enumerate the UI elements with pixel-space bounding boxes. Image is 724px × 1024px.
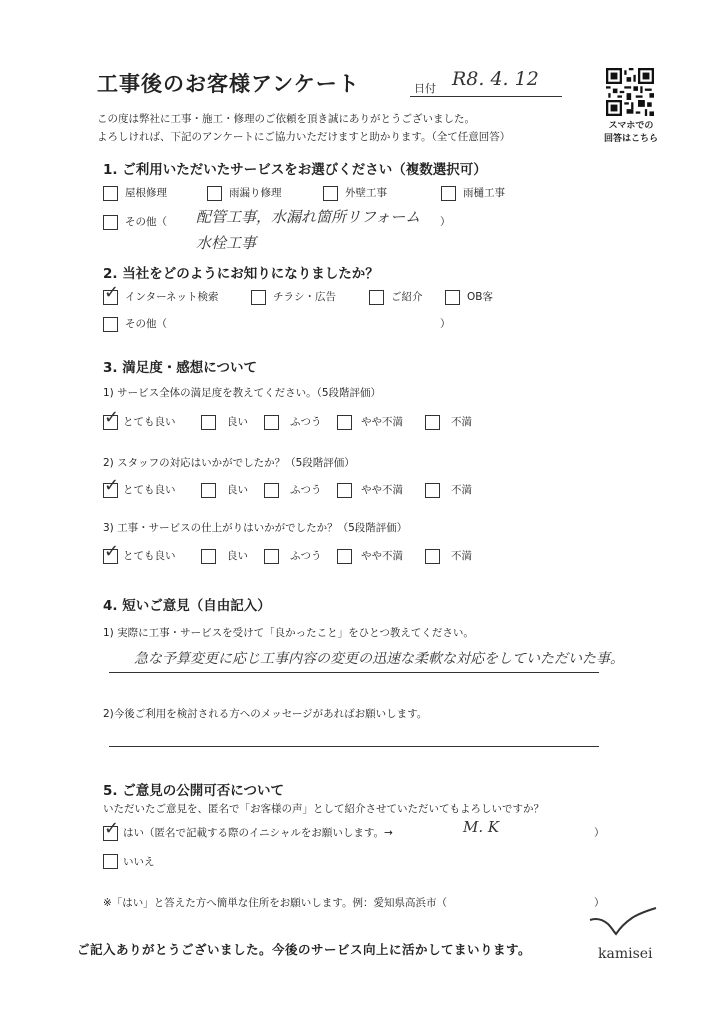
rating-label: やや不満 [361,416,403,428]
q4-sub2: 2)今後ご利用を検討される方へのメッセージがあればお願いします。 [103,708,428,720]
q1-other-answer[interactable]: 配管工事，水漏れ箇所リフォーム [196,208,421,226]
brand-logo-icon [586,906,660,942]
q1-heading: 1. ご利用いただいたサービスをお選びください（複数選択可） [103,162,487,178]
rating-label: 不満 [451,550,472,562]
q5-yes-label: はい（匿名で記載する際のイニシャルをお願いします。→ [123,827,393,839]
check-mark: ✓ [104,818,120,839]
qr-caption-line: 回答はこちら [603,134,658,144]
rating-label: とても良い [123,550,176,562]
q5-heading: 5. ご意見の公開可否について [103,783,284,799]
q3a-checkbox-somewhat-bad[interactable] [337,415,352,430]
q3b-checkbox-somewhat-bad[interactable] [337,483,352,498]
rating-label: 不満 [451,416,472,428]
intro-line: この度は弊社に工事・施工・修理のご依頼を頂き誠にありがとうございました。 [97,113,475,125]
q1-option-label: 外壁工事 [345,187,387,199]
rating-label: 不満 [451,484,472,496]
q5-address-close: ） [594,897,605,909]
qr-code-icon[interactable] [606,68,654,116]
q3c-checkbox-normal[interactable] [264,549,279,564]
q1-other-answer-2[interactable]: 水栓工事 [196,234,257,252]
rating-label: とても良い [123,416,176,428]
check-mark: ✓ [104,475,120,496]
q5-checkbox-no[interactable] [103,854,118,869]
date-value[interactable]: R8. 4. 12 [452,68,539,90]
q3-sub3: 3) 工事・サービスの仕上がりはいかがでしたか？（5段階評価） [103,522,408,534]
q2-checkbox-referral[interactable] [369,290,384,305]
q2-checkbox-other[interactable] [103,317,118,332]
rating-label: 良い [227,484,248,496]
date-label: 日付 [414,82,436,95]
q3-heading: 3. 満足度・感想について [103,360,257,376]
q3b-checkbox-normal[interactable] [264,483,279,498]
q3c-checkbox-somewhat-bad[interactable] [337,549,352,564]
qr-caption [594,120,668,146]
rating-label: やや不満 [361,550,403,562]
date-underline [410,96,562,97]
q5-no-label: いいえ [123,856,155,868]
q4-heading: 4. 短いご意見（自由記入） [103,598,271,614]
q1-other-close: ） [440,216,451,228]
q1-checkbox-wall[interactable] [323,186,338,201]
q1-option-label: 雨漏り修理 [229,187,282,199]
q2-option-label: インターネット検索 [125,291,219,303]
q4-answer-1[interactable]: 急な予算変更に応じ工事内容の変更の迅速な柔軟な対応をしていただいた事。 [134,651,624,667]
q2-option-label: ご紹介 [391,291,423,303]
q5-question: いただいたご意見を、匿名で「お客様の声」として紹介させていただいてもよろしいですか？ [103,803,544,815]
rating-label: やや不満 [361,484,403,496]
q1-checkbox-roof[interactable] [103,186,118,201]
q5-initials[interactable]: M. K [463,818,500,836]
intro-line: よろしければ、下記のアンケートにご協力いただけますと助かります。（全て任意回答） [97,131,511,143]
check-mark: ✓ [104,407,120,428]
q3a-checkbox-good[interactable] [201,415,216,430]
footer-thanks: ご記入ありがとうございました。今後のサービス向上に活かしてまいります。 [77,942,532,957]
q3b-checkbox-bad[interactable] [425,483,440,498]
q2-checkbox-flyer[interactable] [251,290,266,305]
q5-address-note: ※「はい」と答えた方へ簡単な住所をお願いします。例：愛知県高浜市（ [103,897,447,909]
rating-label: 良い [227,416,248,428]
rating-label: ふつう [290,550,322,562]
intro-text [97,110,510,146]
page-title: 工事後のお客様アンケート [97,72,360,96]
check-mark: ✓ [104,541,120,562]
q2-heading: 2. 当社をどのようにお知りになりましたか？ [103,266,379,282]
q1-checkbox-other[interactable] [103,215,118,230]
q4-answer-line-1 [109,672,599,673]
rating-label: ふつう [290,484,322,496]
rating-label: とても良い [123,484,176,496]
q3a-checkbox-bad[interactable] [425,415,440,430]
q1-option-label: 雨樋工事 [463,187,505,199]
q4-sub1: 1) 実際に工事・サービスを受けて「良かったこと」をひとつ教えてください。 [103,627,474,639]
rating-label: 良い [227,550,248,562]
q2-checkbox-ob[interactable] [445,290,460,305]
q2-option-label: OB客 [467,291,493,303]
q5-yes-close: ） [594,827,605,839]
q4-answer-line-2[interactable] [109,746,599,747]
q3b-checkbox-good[interactable] [201,483,216,498]
check-mark: ✓ [104,282,120,303]
rating-label: ふつう [290,416,322,428]
q2-option-label: チラシ・広告 [273,291,336,303]
q2-other-label: その他（ [125,318,167,330]
q3c-checkbox-good[interactable] [201,549,216,564]
q3c-checkbox-bad[interactable] [425,549,440,564]
qr-caption-line: スマホでの [608,121,654,131]
q1-checkbox-leak[interactable] [207,186,222,201]
q2-other-close: ） [440,318,451,330]
q1-checkbox-gutter[interactable] [441,186,456,201]
q3-sub2: 2) スタッフの対応はいかがでしたか？（5段階評価） [103,457,355,469]
q3-sub1: 1) サービス全体の満足度を教えてください。（5段階評価） [103,387,382,399]
q3a-checkbox-normal[interactable] [264,415,279,430]
brand-name: kamisei [598,946,653,962]
q1-other-label: その他（ [125,216,167,228]
q1-option-label: 屋根修理 [125,187,167,199]
